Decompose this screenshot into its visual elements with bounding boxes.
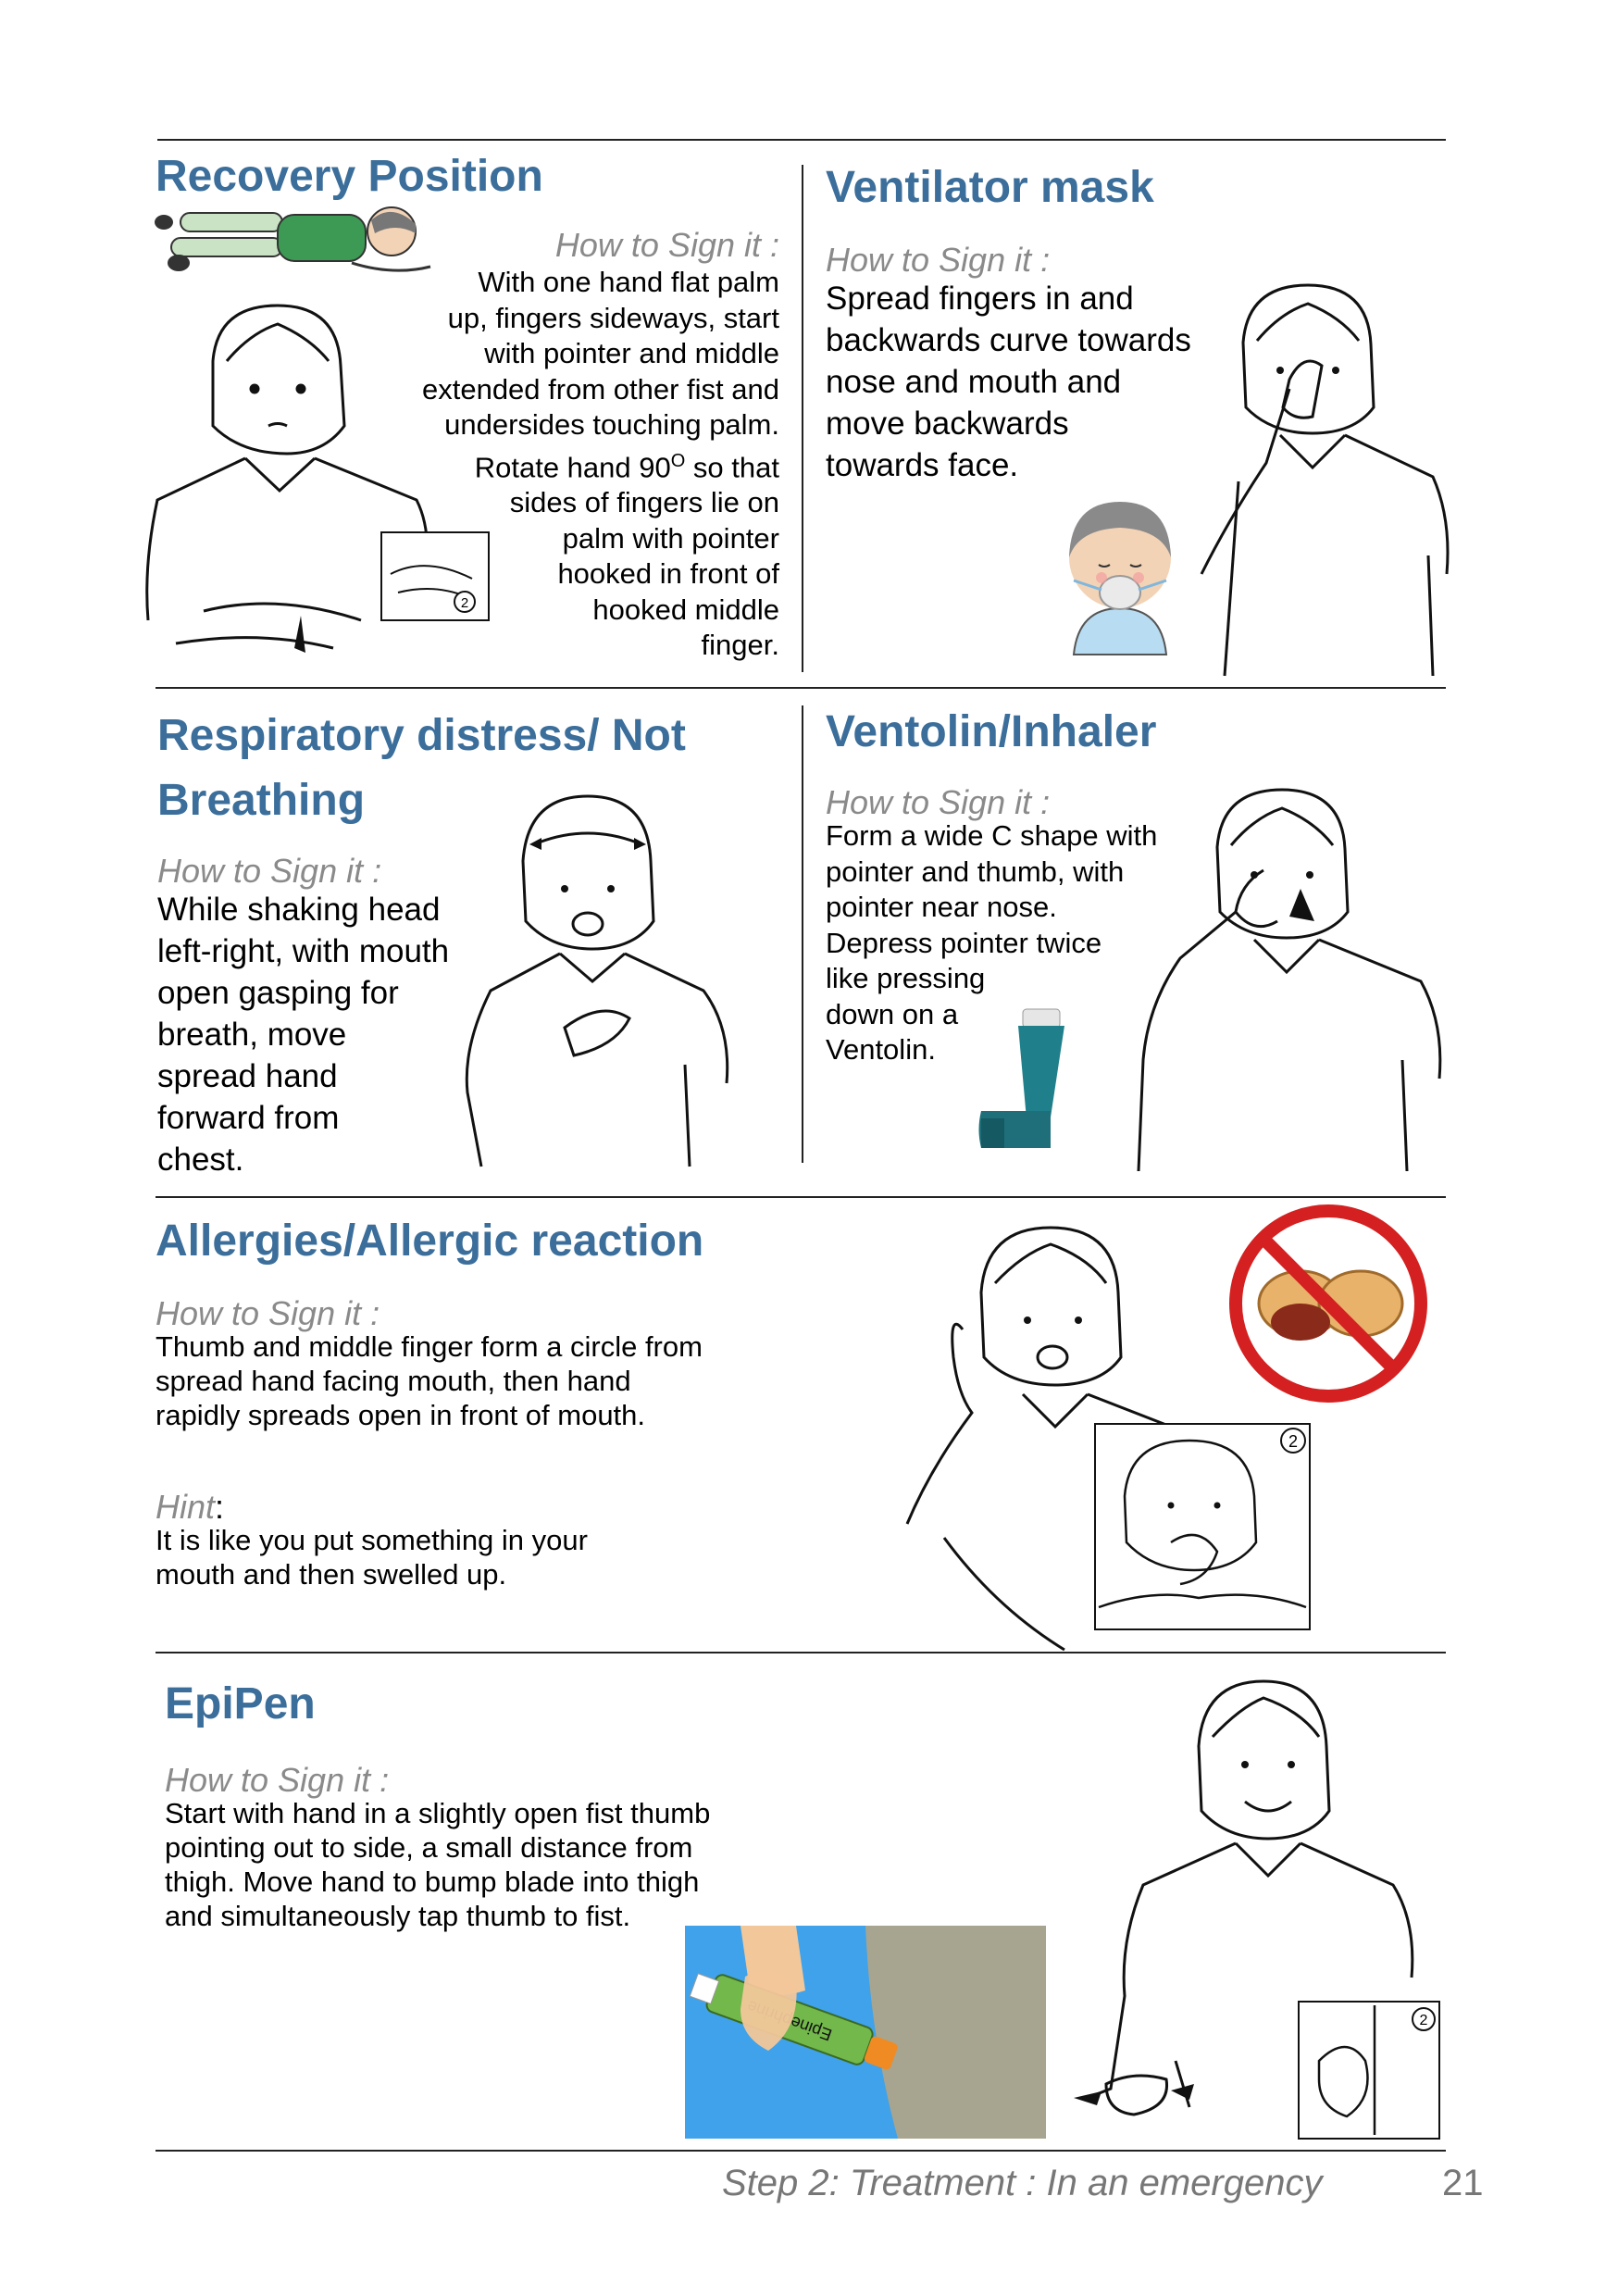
rule-after-row1: [156, 687, 1446, 689]
respiratory-title-line: Respiratory distress/ Not: [157, 711, 686, 760]
ventilator-instructions: [826, 278, 1191, 486]
ventolin-line: Depress pointer twice: [826, 926, 1102, 959]
epipen-instructions: [165, 1796, 710, 1933]
ventilator-line: backwards curve towards: [826, 322, 1191, 358]
respiratory-line: breath, move: [157, 1017, 347, 1053]
allergies-hint-label: [156, 1488, 224, 1527]
page-number: 21: [1442, 2163, 1484, 2203]
rotate-after: so that: [685, 450, 779, 483]
ventolin-line: pointer and thumb, with: [826, 855, 1125, 888]
epipen-line: pointing out to side, a small distance from: [165, 1831, 693, 1864]
recovery-title: Recovery Position: [156, 152, 543, 201]
ventilator-line: nose and mouth and: [826, 364, 1122, 400]
ventolin-line: like pressing: [826, 962, 986, 994]
ventilator-line: Spread fingers in and: [826, 281, 1134, 317]
allergies-howto-label: How to Sign it :: [156, 1294, 380, 1332]
ventilator-title: Ventilator mask: [826, 163, 1154, 212]
recovery-line: up, fingers sideways, start: [447, 301, 779, 334]
respiratory-line: While shaking head: [157, 892, 441, 928]
epipen-photo-illustration: [685, 1926, 1046, 2139]
respiratory-instructions: [157, 889, 449, 1180]
ventolin-line: Ventolin.: [826, 1033, 936, 1066]
ventolin-howto-label: How to Sign it :: [826, 783, 1051, 821]
epipen-title: EpiPen: [165, 1679, 316, 1728]
recovery-line: finger.: [701, 629, 779, 662]
divider-row1: [802, 165, 803, 672]
allergies-line: Thumb and middle finger form a circle from: [156, 1330, 703, 1363]
allergies-line: spread hand facing mouth, then hand: [156, 1365, 631, 1397]
ventolin-title: Ventolin/Inhaler: [826, 707, 1157, 756]
recovery-line: with pointer and middle: [484, 337, 779, 369]
ventolin-line: pointer near nose.: [826, 891, 1057, 923]
allergies-hint-line: It is like you put something in your: [156, 1524, 588, 1556]
ventilator-howto-label: How to Sign it :: [826, 241, 1051, 279]
epipen-line: and simultaneously tap thumb to fist.: [165, 1900, 631, 1932]
recovery-line: hooked middle: [592, 593, 779, 626]
degree-superscript: O: [670, 450, 686, 471]
footer-chapter-title: Step 2: Treatment : In an emergency: [722, 2163, 1323, 2203]
epipen-line: thigh. Move hand to bump blade into thigh: [165, 1866, 700, 1898]
ventolin-signer-illustration: [1125, 782, 1476, 1171]
recovery-step-badge: 2: [460, 595, 469, 611]
top-rule: [157, 139, 1446, 141]
hint-colon: :: [215, 1488, 225, 1526]
inhaler-icon: [977, 1000, 1097, 1153]
ventolin-line: down on a: [826, 997, 959, 1030]
no-peanuts-icon: [1226, 1202, 1430, 1405]
hint-text: Hint: [156, 1488, 216, 1526]
allergies-instructions: [156, 1329, 703, 1432]
bottom-rule: [156, 2150, 1446, 2152]
recovery-line: sides of fingers lie on: [509, 486, 779, 519]
recovery-line: extended from other fist and: [421, 372, 779, 406]
recovery-howto-label: How to Sign it :: [554, 226, 779, 264]
rotate-text: Rotate hand 90: [474, 450, 671, 483]
epipen-line: Start with hand in a slightly open fist thumb: [165, 1797, 711, 1829]
ventolin-line: Form a wide C shape with: [826, 819, 1158, 852]
allergies-hint-line: mouth and then swelled up.: [156, 1558, 507, 1591]
recovery-signer-illustration: [139, 296, 509, 676]
respiratory-signer-illustration: [454, 787, 768, 1167]
ventilator-signer-illustration: [1174, 278, 1488, 685]
respiratory-line: left-right, with mouth: [157, 933, 450, 969]
allergies-step-badge: 2: [1288, 1432, 1299, 1451]
respiratory-line: spread hand: [157, 1058, 338, 1094]
respiratory-howto-label: How to Sign it :: [157, 852, 382, 890]
epipen-signer-illustration: [1069, 1672, 1449, 2144]
ventilator-line: move backwards: [826, 406, 1069, 442]
allergies-hint: [156, 1523, 588, 1591]
ventilator-line: towards face.: [826, 447, 1019, 483]
epipen-step-badge: 2: [1419, 2013, 1428, 2028]
respiratory-line: chest.: [157, 1142, 244, 1178]
epipen-howto-label: How to Sign it :: [165, 1761, 390, 1799]
rule-after-row2: [156, 1196, 1446, 1198]
divider-row2: [802, 705, 803, 1163]
ventilator-patient-icon: [1060, 493, 1180, 668]
recovery-line: With one hand flat palm: [478, 266, 779, 298]
rule-after-row3: [156, 1652, 1446, 1653]
recovery-line: undersides touching palm.: [444, 408, 779, 441]
allergies-line: rapidly spreads open in front of mouth.: [156, 1399, 646, 1431]
recovery-line: hooked in front of: [557, 557, 779, 591]
respiratory-line: open gasping for: [157, 975, 399, 1011]
respiratory-line: forward from: [157, 1100, 340, 1136]
respiratory-title-line: Breathing: [157, 776, 366, 825]
allergies-title: Allergies/Allergic reaction: [156, 1217, 704, 1266]
recovery-line: palm with pointer: [562, 521, 779, 555]
